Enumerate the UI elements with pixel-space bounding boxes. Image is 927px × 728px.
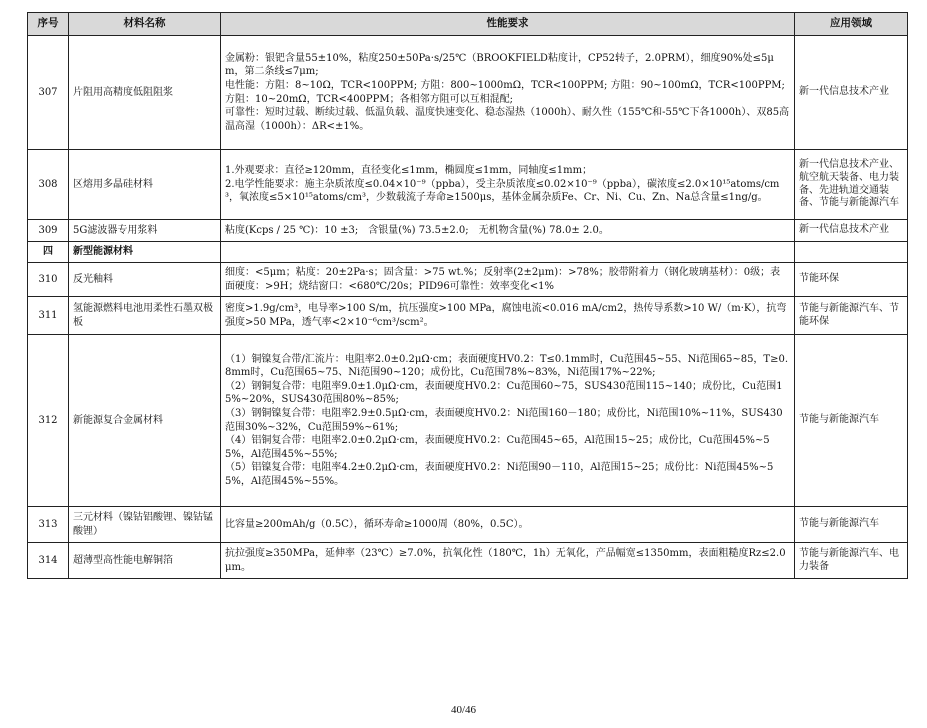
- row-application: 新一代信息技术产业、航空航天装备、电力装备、先进轨道交通装备、节能与新能源汽车: [795, 150, 908, 220]
- row-material-name: 反光釉料: [69, 263, 221, 297]
- row-seq: 311: [28, 297, 69, 335]
- perf-line: 电性能：方阻：8~10Ω，TCR<100PPM; 方阻：800~1000mΩ，TCR<100PPM; 方阻：90~100mΩ，TCR<100PPM;: [225, 79, 785, 91]
- perf-line: 金属粉：银钯含量55±10%，粘度250±50Pa·s/25℃（BROOKFIELD粘度计，CP52转子，2.0PRM），细度90%处≤5μm，第二条线≤7μm;: [225, 52, 774, 78]
- row-performance: [221, 543, 795, 579]
- page-number: 40/46: [450, 704, 477, 716]
- perf-line: 2.电学性能要求：施主杂质浓度≤0.04×10⁻⁹（ppba），受主杂质浓度≤0.02×10⁻⁹（ppba），碳浓度≤2.0×10¹⁵atoms/cm³，氧浓度≤5×10¹⁵atoms/cm³，少数载流子寿命≥1500μs，基体金属杂质Fe、Cr、Ni、Cu、Zn、Na总含量≤1ng/g。: [225, 178, 780, 204]
- perf-line: 比容量≥200mAh/g（0.5C），循环寿命≥1000周（80%，0.5C）。: [225, 518, 529, 530]
- perf-line: 细度：<5μm；粘度：20±2Pa·s；固含量：>75 wt.%；反射率(2±2μm)：>78%；胶带附着力（钢化玻璃基材）：0级；表面硬度：>9H；烧结窗口：<680℃/20s；PID96可靠性：效率变化<1%: [225, 266, 781, 292]
- table-row: [28, 220, 908, 242]
- table-row: [28, 263, 908, 297]
- materials-table: [27, 12, 908, 579]
- row-seq: 307: [28, 36, 69, 150]
- row-application: 节能与新能源汽车: [795, 507, 908, 543]
- header-seq: 序号: [28, 13, 69, 36]
- perf-line: 方阻：10~20mΩ，TCR<400PPM；各相邻方阻可以互相混配;: [225, 93, 513, 105]
- perf-line: 密度>1.9g/cm³，电导率>100 S/m，抗压强度>100 MPa，腐蚀电流<0.016 mA/cm2，热传导系数>10 W/（m·K），抗弯强度>50 MPa，透气率<2×10⁻⁶cm³/scm²。: [225, 302, 787, 328]
- row-seq: 308: [28, 150, 69, 220]
- perf-line: 粘度(Kcps / 25 ℃)：10 ±3; 含银量(%) 73.5±2.0; 无机物含量(%) 78.0± 2.0。: [225, 224, 609, 236]
- perf-line: （4）铝铜复合带：电阻率2.0±0.2μΩ·cm，表面硬度HV0.2：Cu范围45~65，Al范围15~25；成份比，Cu范围45%~55%，Al范围45%~55%;: [225, 435, 770, 460]
- row-seq: 310: [28, 263, 69, 297]
- row-material-name: 5G滤波器专用浆料: [69, 220, 221, 242]
- row-material-name: 片阻用高精度低阻阻浆: [69, 36, 221, 150]
- row-application: 新一代信息技术产业: [795, 220, 908, 242]
- row-application: 节能环保: [795, 263, 908, 297]
- section-title: 新型能源材料: [69, 242, 221, 263]
- header-material-name: 材料名称: [69, 13, 221, 36]
- table-row: [28, 36, 908, 150]
- row-seq: 314: [28, 543, 69, 579]
- section-seq: 四: [28, 242, 69, 263]
- row-seq: 312: [28, 335, 69, 507]
- row-material-name: 氢能源燃料电池用柔性石墨双极板: [69, 297, 221, 335]
- row-performance: [221, 220, 795, 242]
- row-application: 节能与新能源汽车: [795, 335, 908, 507]
- table-row: [28, 507, 908, 543]
- row-performance: [221, 36, 795, 150]
- section-row: [28, 242, 908, 263]
- row-application: 节能与新能源汽车、电力装备: [795, 543, 908, 579]
- row-performance: [221, 150, 795, 220]
- row-material-name: 新能源复合金属材料: [69, 335, 221, 507]
- row-performance: [221, 263, 795, 297]
- row-material-name: 区熔用多晶硅材料: [69, 150, 221, 220]
- perf-line: （2）钢铜复合带：电阻率9.0±1.0μΩ·cm，表面硬度HV0.2：Cu范围60~75，SUS430范围115~140；成份比，Cu范围15%~20%，SUS430范围80%~85%;: [225, 380, 783, 406]
- row-material-name: 超薄型高性能电解铜箔: [69, 543, 221, 579]
- row-performance: [221, 297, 795, 335]
- perf-line: （5）铝镍复合带：电阻率4.2±0.2μΩ·cm，表面硬度HV0.2：Ni范围90－110，Al范围15~25；成份比：Ni范围45%~55%，Al范围45%~55%。: [225, 462, 774, 487]
- header-application: 应用领域: [795, 13, 908, 36]
- row-performance: [221, 335, 795, 507]
- row-seq: 309: [28, 220, 69, 242]
- section-empty-cell: [221, 242, 795, 263]
- section-empty-cell: [795, 242, 908, 263]
- table-row: [28, 297, 908, 335]
- row-material-name: 三元材料（镍钴铝酸锂、镍钴锰酸锂）: [69, 507, 221, 543]
- row-application: 新一代信息技术产业: [795, 36, 908, 150]
- row-application: 节能与新能源汽车、节能环保: [795, 297, 908, 335]
- table-row: [28, 335, 908, 507]
- table-row: [28, 543, 908, 579]
- perf-line: 可靠性：短时过载、断续过载、低温负载、温度快速变化、稳态湿热（1000h）、耐久性（155℃和-55℃下各1000h）、双85高温高湿（1000h）：ΔR<±1%。: [225, 107, 790, 132]
- table-row: [28, 150, 908, 220]
- row-performance: [221, 507, 795, 543]
- row-seq: 313: [28, 507, 69, 543]
- table-header-row: [28, 13, 908, 36]
- perf-line: 1.外观要求：直径≥120mm，直径变化≤1mm，椭圆度≤1mm，同轴度≤1mm；: [225, 165, 593, 177]
- header-performance: 性能要求: [221, 13, 795, 36]
- perf-line: （3）钢铜镍复合带：电阻率2.9±0.5μΩ·cm，表面硬度HV0.2：Ni范围160－180；成份比，Ni范围10%~11%，SUS430范围30%~32%，Cu范围59%~61%;: [225, 407, 783, 433]
- perf-line: （1）铜镍复合带/汇流片：电阻率2.0±0.2μΩ·cm；表面硬度HV0.2：T≤0.1mm时，Cu范围45~55、Ni范围65~85，T≥0.8mm时，Cu范围65~75、Ni范围90~120；成份比，Cu范围78%~83%，Ni范围17%~22%;: [225, 353, 789, 379]
- perf-line: 抗拉强度≥350MPa，延伸率（23℃）≥7.0%，抗氧化性（180℃，1h）无氧化，产品幅宽≤1350mm，表面粗糙度Rz≤2.0μm。: [225, 547, 786, 573]
